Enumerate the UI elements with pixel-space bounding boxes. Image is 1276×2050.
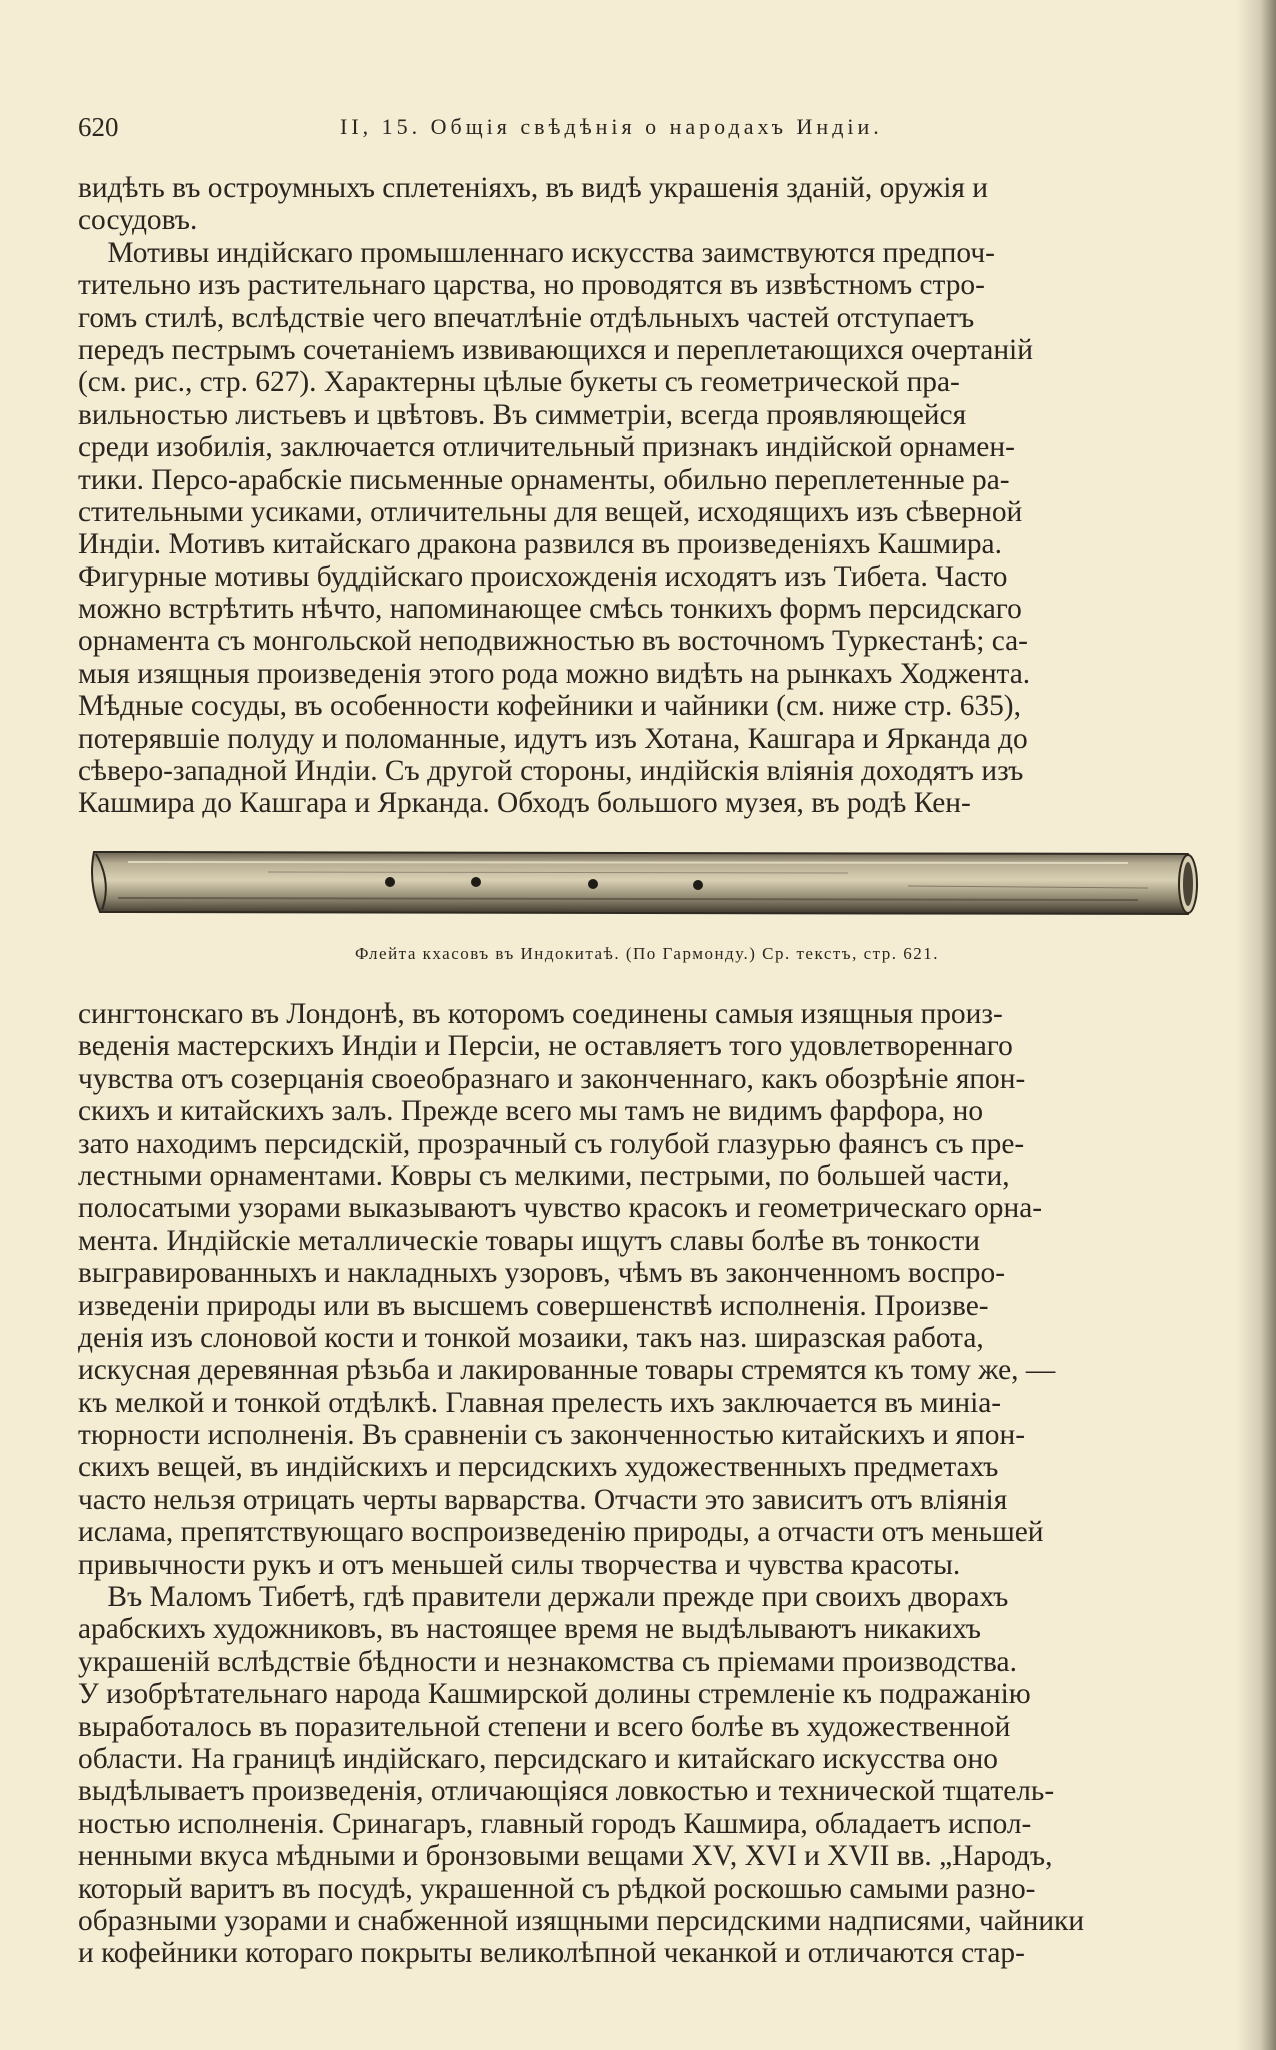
page-number: 620: [78, 112, 119, 142]
text-line: Мотивы индійскаго промышленнаго искусства заимствуются предпоч-: [78, 236, 995, 269]
text-line: У изобрѣтательнаго народа Кашмирской долины стремленіе къ подражанію: [78, 1678, 1031, 1711]
text-line: ислама, препятствующаго воспроизведенію природы, а отчасти отъ меньшей: [78, 1516, 1044, 1549]
text-line: мента. Индійскіе металлическіе товары ищутъ славы болѣе въ тонкости: [78, 1224, 980, 1257]
text-line: можно встрѣтить нѣчто, напоминающее смѣсь тонкихъ формъ персидскаго: [78, 593, 1022, 626]
text-line: искусная деревянная рѣзьба и лакированные товары стремятся къ тому же, —: [78, 1354, 1056, 1387]
text-line: арабскихъ художниковъ, въ настоящее время не выдѣлываютъ никакихъ: [78, 1613, 981, 1646]
text-line: изведеніи природы или въ высшемъ совершенствѣ исполненія. Произве-: [78, 1289, 989, 1322]
flute-figure: [88, 848, 1206, 963]
text-line: гомъ стилѣ, вслѣдствіе чего впечатлѣніе отдѣльныхъ частей отступаетъ: [78, 301, 975, 334]
text-line: украшеній вслѣдствіе бѣдности и незнакомства съ пріемами производства.: [78, 1645, 1017, 1678]
text-line: (см. рис., стр. 627). Характерны цѣлые букеты съ геометрической пра-: [78, 366, 960, 399]
text-line: къ мелкой и тонкой отдѣлкѣ. Главная прелесть ихъ заключается въ миніа-: [78, 1386, 1002, 1419]
text-line: среди изобилія, заключается отличительный признакъ индійской орнамен-: [78, 431, 1015, 464]
text-line: мыя изящныя произведенія этого рода можно видѣть на рынкахъ Ходжента.: [78, 657, 1031, 690]
running-head: II, 15. Общія свѣдѣнія о народахъ Индіи.: [340, 114, 883, 139]
text-line: видѣть въ остроумныхъ сплетеніяхъ, въ видѣ украшенія зданій, оружія и: [78, 172, 988, 204]
text-line: тюрности исполненія. Въ сравненіи съ законченностью китайскихъ и япон-: [78, 1419, 1025, 1452]
text-line: который варитъ въ посудѣ, украшенной съ рѣдкой роскошью самыми разно-: [78, 1872, 1036, 1905]
text-line: образными узорами и снабженной изящными персидскими надписями, чайники: [78, 1904, 1085, 1937]
text-line: вильностью листьевъ и цвѣтовъ. Въ симметріи, всегда проявляющейся: [78, 398, 967, 431]
text-line: веденія мастерскихъ Индіи и Персіи, не оставляетъ того удовлетвореннаго: [78, 1030, 1013, 1063]
text-line: часто нельзя отрицать черты варварства. Отчасти это зависитъ отъ вліянія: [78, 1483, 1008, 1516]
text-line: скихъ вещей, въ индійскихъ и персидскихъ художественныхъ предметахъ: [78, 1451, 999, 1484]
text-line: ностью исполненія. Сринагаръ, главный городъ Кашмира, обладаетъ испол-: [78, 1807, 1032, 1840]
page-header: [78, 112, 1208, 146]
text-line: орнамента съ монгольской неподвижностью въ восточномъ Туркестанѣ; са-: [78, 625, 1028, 658]
flute-illustration: [88, 848, 1206, 938]
text-block-lower: [78, 998, 1218, 1970]
text-line: и кофейники котораго покрыты великолѣпной чеканкой и отличаются стар-: [78, 1937, 1025, 1970]
text-line: области. На границѣ индійскаго, персидскаго и китайскаго искусства оно: [78, 1742, 998, 1775]
text-line: полосатыми узорами выказываютъ чувство красокъ и геометрическаго орна-: [78, 1192, 1043, 1225]
text-line: сингтонскаго въ Лондонѣ, въ которомъ соединены самыя изящныя произ-: [78, 998, 1003, 1030]
text-line: стительными усиками, отличительны для вещей, исходящихъ изъ сѣверной: [78, 495, 1023, 528]
text-line: выработалось въ поразительной степени и всего болѣе въ художественной: [78, 1710, 1011, 1743]
text-line: Мѣдные сосуды, въ особенности кофейники и чайники (см. ниже стр. 635),: [78, 690, 1021, 723]
text-line: выгравированныхъ и накладныхъ узоровъ, чѣмъ въ законченномъ воспро-: [78, 1257, 1005, 1290]
figure-caption: Флейта кхасовъ въ Индокитаѣ. (По Гармонду.) Ср. текстъ, стр. 621.: [354, 944, 940, 963]
text-line: привычности рукъ и отъ меньшей силы творчества и чувства красоты.: [78, 1548, 961, 1581]
text-block-upper: [78, 172, 1218, 820]
text-line: выдѣлываетъ произведенія, отличающіяся ловкостью и технической тщатель-: [78, 1775, 1055, 1808]
page-edge-shadow: [1236, 0, 1276, 2050]
text-line: скихъ и китайскихъ залъ. Прежде всего мы тамъ не видимъ фарфора, но: [78, 1095, 984, 1128]
text-line: Кашмира до Кашгара и Ярканда. Обходъ большого музея, въ родѣ Кен-: [78, 787, 971, 820]
text-line: передъ пестрымъ сочетаніемъ извивающихся и переплетающихся очертаній: [78, 333, 1033, 366]
text-line: Индіи. Мотивъ китайскаго дракона развился въ произведеніяхъ Кашмира.: [78, 528, 1002, 561]
text-line: ненными вкуса мѣдными и бронзовыми вещами XV, XVI и XVII вв. „Народъ,: [78, 1840, 1053, 1873]
text-line: сѣверо-западной Индіи. Съ другой стороны, индійскія вліянія доходятъ изъ: [78, 755, 1024, 788]
text-line: сосудовъ.: [78, 204, 198, 237]
text-line: Въ Маломъ Тибетѣ, гдѣ правители держали прежде при своихъ дворахъ: [78, 1581, 1009, 1614]
text-line: зато находимъ персидскій, прозрачный съ голубой глазурью фаянсъ съ пре-: [78, 1127, 1025, 1160]
text-line: чувства отъ созерцанія своеобразнаго и законченнаго, какъ обозрѣніе япон-: [78, 1062, 1026, 1095]
text-line: тики. Персо-арабскіе письменные орнаменты, обильно переплетенные ра-: [78, 463, 1010, 496]
text-line: Фигурные мотивы буддійскаго происхожденія исходятъ изъ Тибета. Часто: [78, 560, 1008, 593]
text-line: тительно изъ растительнаго царства, но проводятся въ извѣстномъ стро-: [78, 269, 985, 302]
text-line: денія изъ слоновой кости и тонкой мозаики, такъ наз. ширазская работа,: [78, 1321, 984, 1354]
text-line: лестными орнаментами. Ковры съ мелкими, пестрыми, по большей части,: [78, 1159, 1010, 1192]
text-line: потерявшіе полуду и поломанные, идутъ изъ Хотана, Кашгара и Ярканда до: [78, 722, 1028, 755]
